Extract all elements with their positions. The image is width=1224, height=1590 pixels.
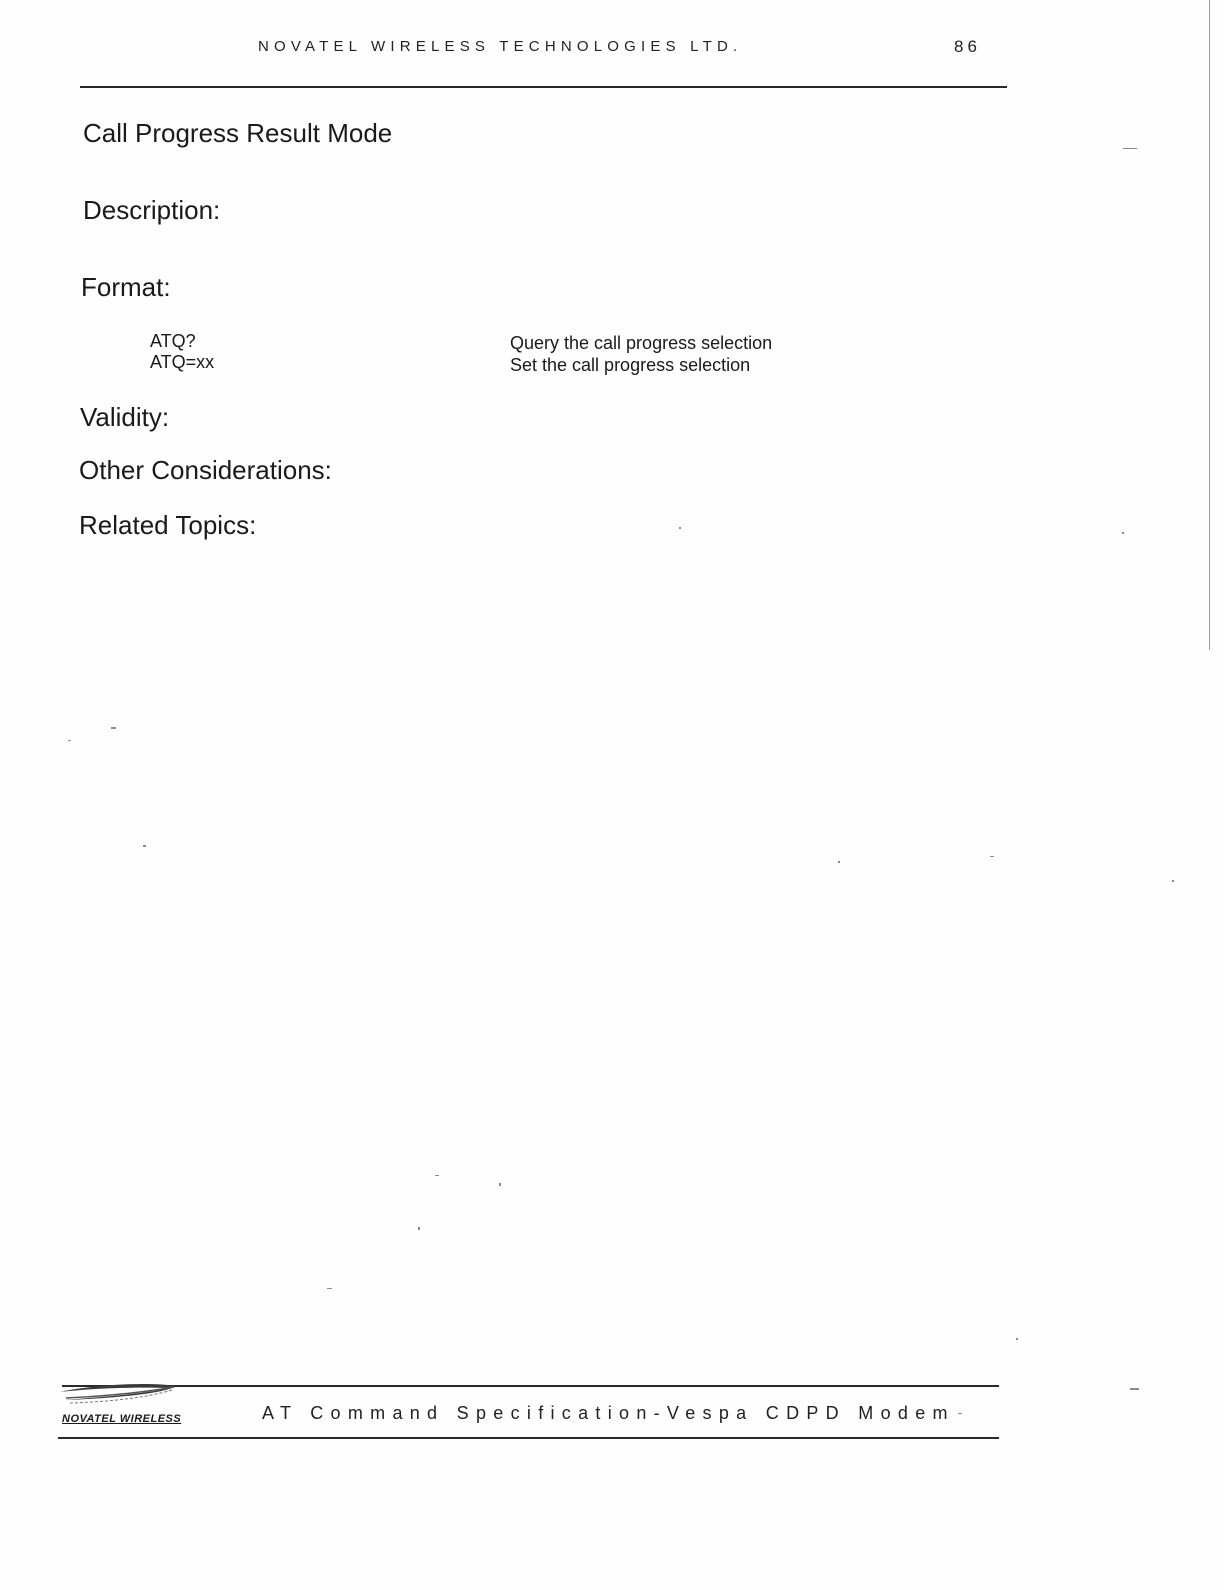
scan-speck [958, 1413, 962, 1414]
description-heading: Description: [83, 195, 221, 225]
format-command-description: Set the call progress selection [510, 355, 751, 375]
scan-speck [111, 727, 116, 729]
scan-speck [838, 861, 840, 863]
footer-document-title: AT Command Specification-Vespa CDPD Modem [262, 1403, 955, 1423]
scan-speck [1130, 1388, 1139, 1390]
scan-speck [327, 1288, 332, 1289]
scan-speck [499, 1183, 501, 1186]
scan-speck [1172, 880, 1174, 882]
format-heading: Format: [81, 272, 171, 302]
scan-speck [1122, 532, 1124, 534]
other-considerations-heading: Other Considerations: [79, 455, 332, 485]
scan-speck [1123, 148, 1137, 149]
scan-speck [1016, 1338, 1018, 1340]
page-edge-line [1209, 0, 1210, 650]
footer-divider-bottom [58, 1437, 999, 1439]
page-title: Call Progress Result Mode [83, 118, 393, 148]
footer-logo-wordmark: NOVATEL WIRELESS [62, 1413, 182, 1425]
scan-speck [990, 856, 994, 857]
scan-speck [418, 1227, 420, 1230]
scan-speck [143, 845, 146, 847]
header-company-name: NOVATEL WIRELESS TECHNOLOGIES LTD. [258, 38, 743, 55]
related-topics-heading: Related Topics: [79, 510, 257, 540]
footer-divider-top [62, 1385, 999, 1387]
format-command-description: Query the call progress selection [510, 333, 773, 353]
validity-heading: Validity: [80, 402, 170, 432]
scan-speck [68, 740, 71, 741]
scan-speck [435, 1175, 439, 1176]
format-command: ATQ? [150, 331, 196, 351]
scan-speck [679, 527, 681, 529]
format-command: ATQ=xx [150, 352, 215, 372]
header-divider [80, 86, 1007, 88]
page-number: 86 [954, 37, 981, 56]
